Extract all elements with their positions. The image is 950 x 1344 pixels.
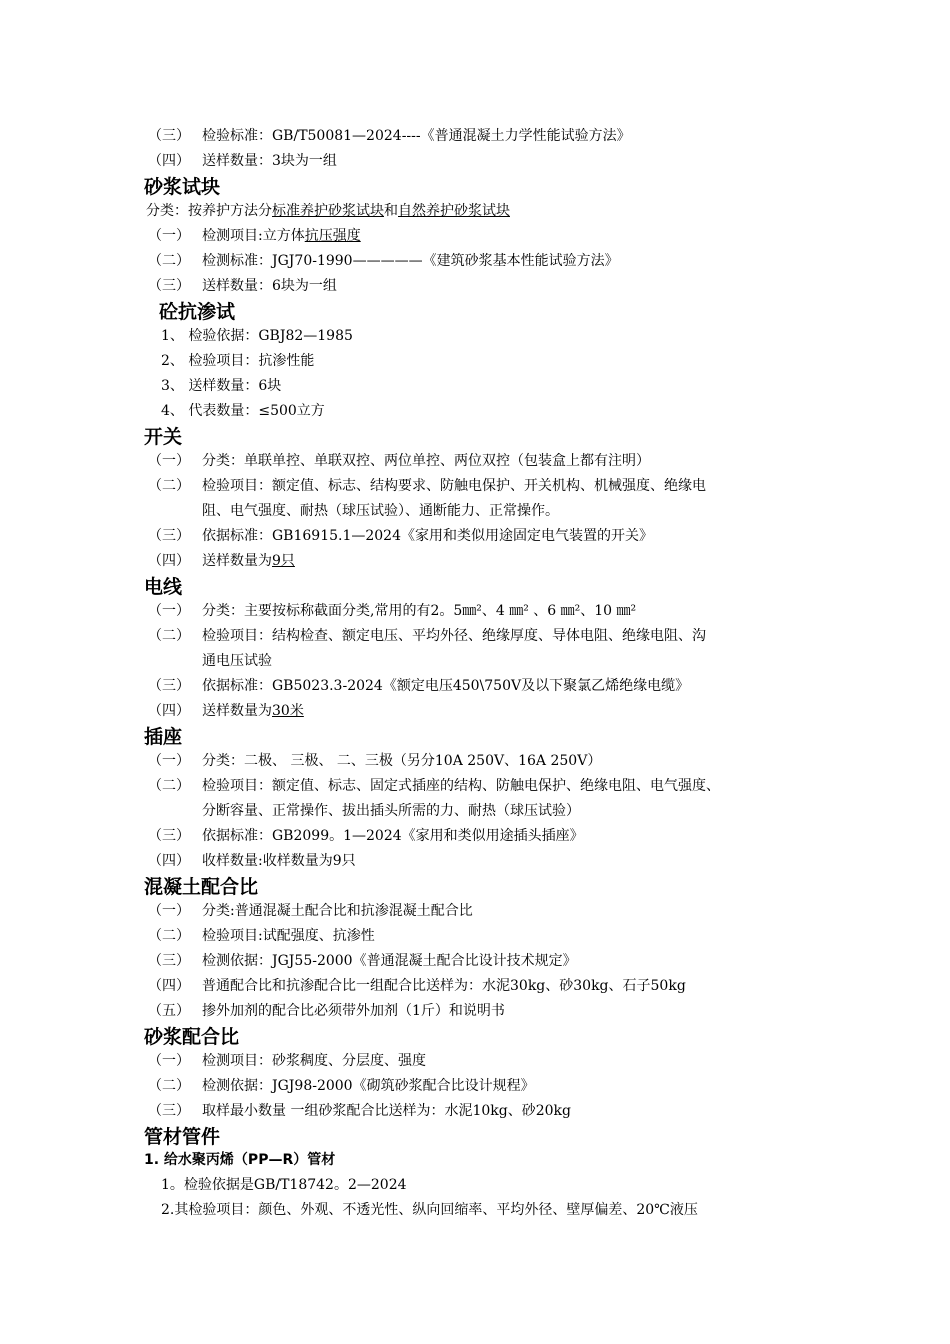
wire-item-1: （一） 分类：主要按标称截面分类,常用的有2。5㎜²、4 ㎜² 、6 ㎜²、10 ㎜² [148, 603, 637, 619]
pipes-item: 1。检验依据是GB/T18742。2—2024 [161, 1177, 407, 1193]
concrete-item-3: （三） 检验标准：GB/T50081—2024----《普通混凝土力学性能试验方法》 [148, 128, 631, 144]
impermeability-item: 2、 检验项目：抗渗性能 [161, 353, 315, 369]
mortar-mix-item-3: （三） 取样最小数量 一组砂浆配合比送样为：水泥10kg、砂20kg [148, 1103, 571, 1119]
socket-item-4: （四） 收样数量:收样数量为9只 [148, 853, 356, 869]
switch-item-2: （二） 检验项目：额定值、标志、结构要求、防触电保护、开关机构、机械强度、绝缘电 [148, 478, 706, 494]
concrete-mix-item-2: （二） 检验项目:试配强度、抗渗性 [148, 928, 375, 944]
mortar-block-classification: 分类：按养护方法分标准养护砂浆试块和自然养护砂浆试块 [146, 203, 510, 219]
socket-item-1: （一） 分类：二极、 三极、 二、三极（另分10A 250V、16A 250V） [148, 753, 602, 769]
wire-item-2-continued: 通电压试验 [202, 653, 272, 669]
socket-item-2: （二） 检验项目：额定值、标志、固定式插座的结构、防触电保护、绝缘电阻、电气强度、 [148, 778, 720, 794]
mortar-block-item-3: （三） 送样数量：6块为一组 [148, 278, 337, 294]
section-heading-mortar-mix: 砂浆配合比 [144, 1026, 240, 1048]
impermeability-item: 1、 检验依据：GBJ82—1985 [161, 328, 353, 344]
switch-item-3: （三） 依据标准：GB16915.1—2024《家用和类似用途固定电气装置的开关》 [148, 528, 653, 544]
section-heading-impermeability: 砼抗渗试 [159, 301, 236, 323]
switch-item-4: （四） 送样数量为9只 [148, 553, 295, 569]
switch-item-2-continued: 阻、电气强度、耐热（球压试验）、通断能力、正常操作。 [202, 503, 559, 519]
concrete-mix-item-5: （五） 掺外加剂的配合比必须带外加剂（1斤）和说明书 [148, 1003, 505, 1019]
impermeability-item: 3、 送样数量：6块 [161, 378, 282, 394]
concrete-item-4: （四） 送样数量：3块为一组 [148, 153, 337, 169]
section-heading-concrete-mix: 混凝土配合比 [144, 876, 259, 898]
section-heading-socket: 插座 [144, 726, 183, 748]
section-heading-pipes: 管材管件 [144, 1126, 221, 1148]
section-heading-wire: 电线 [144, 576, 183, 598]
concrete-mix-item-3: （三） 检测依据：JGJ55-2000《普通混凝土配合比设计技术规定》 [148, 953, 577, 969]
switch-item-1: （一） 分类：单联单控、单联双控、两位单控、两位双控（包装盒上都有注明） [148, 453, 650, 469]
pipes-item: 2.其检验项目：颜色、外观、不透光性、纵向回缩率、平均外径、壁厚偏差、20℃液压 [161, 1202, 698, 1218]
mortar-block-item-1: （一） 检测项目:立方体抗压强度 [148, 228, 361, 244]
mortar-mix-item-2: （二） 检测依据：JGJ98-2000《砌筑砂浆配合比设计规程》 [148, 1078, 535, 1094]
mortar-block-item-2: （二） 检测标准：JGJ70-1990—————《建筑砂浆基本性能试验方法》 [148, 253, 619, 269]
socket-item-3: （三） 依据标准：GB2099。1—2024《家用和类似用途插头插座》 [148, 828, 584, 844]
socket-item-2-continued: 分断容量、正常操作、拔出插头所需的力、耐热（球压试验） [202, 803, 580, 819]
section-heading-mortar-block: 砂浆试块 [144, 176, 221, 198]
concrete-mix-item-1: （一） 分类:普通混凝土配合比和抗渗混凝土配合比 [148, 903, 473, 919]
impermeability-item: 4、 代表数量：≤500立方 [161, 403, 325, 419]
wire-item-3: （三） 依据标准：GB5023.3-2024《额定电压450\750V及以下聚氯乙烯绝缘电缆》 [148, 678, 690, 694]
section-heading-switch: 开关 [144, 426, 183, 448]
pipes-subheading: 1. 给水聚丙烯（PP—R）管材 [144, 1152, 336, 1168]
wire-item-4: （四） 送样数量为30米 [148, 703, 304, 719]
wire-item-2: （二） 检验项目：结构检查、额定电压、平均外径、绝缘厚度、导体电阻、绝缘电阻、沟 [148, 628, 706, 644]
mortar-mix-item-1: （一） 检测项目：砂浆稠度、分层度、强度 [148, 1053, 426, 1069]
concrete-mix-item-4: （四） 普通配合比和抗渗配合比一组配合比送样为：水泥30kg、砂30kg、石子50kg [148, 978, 686, 994]
